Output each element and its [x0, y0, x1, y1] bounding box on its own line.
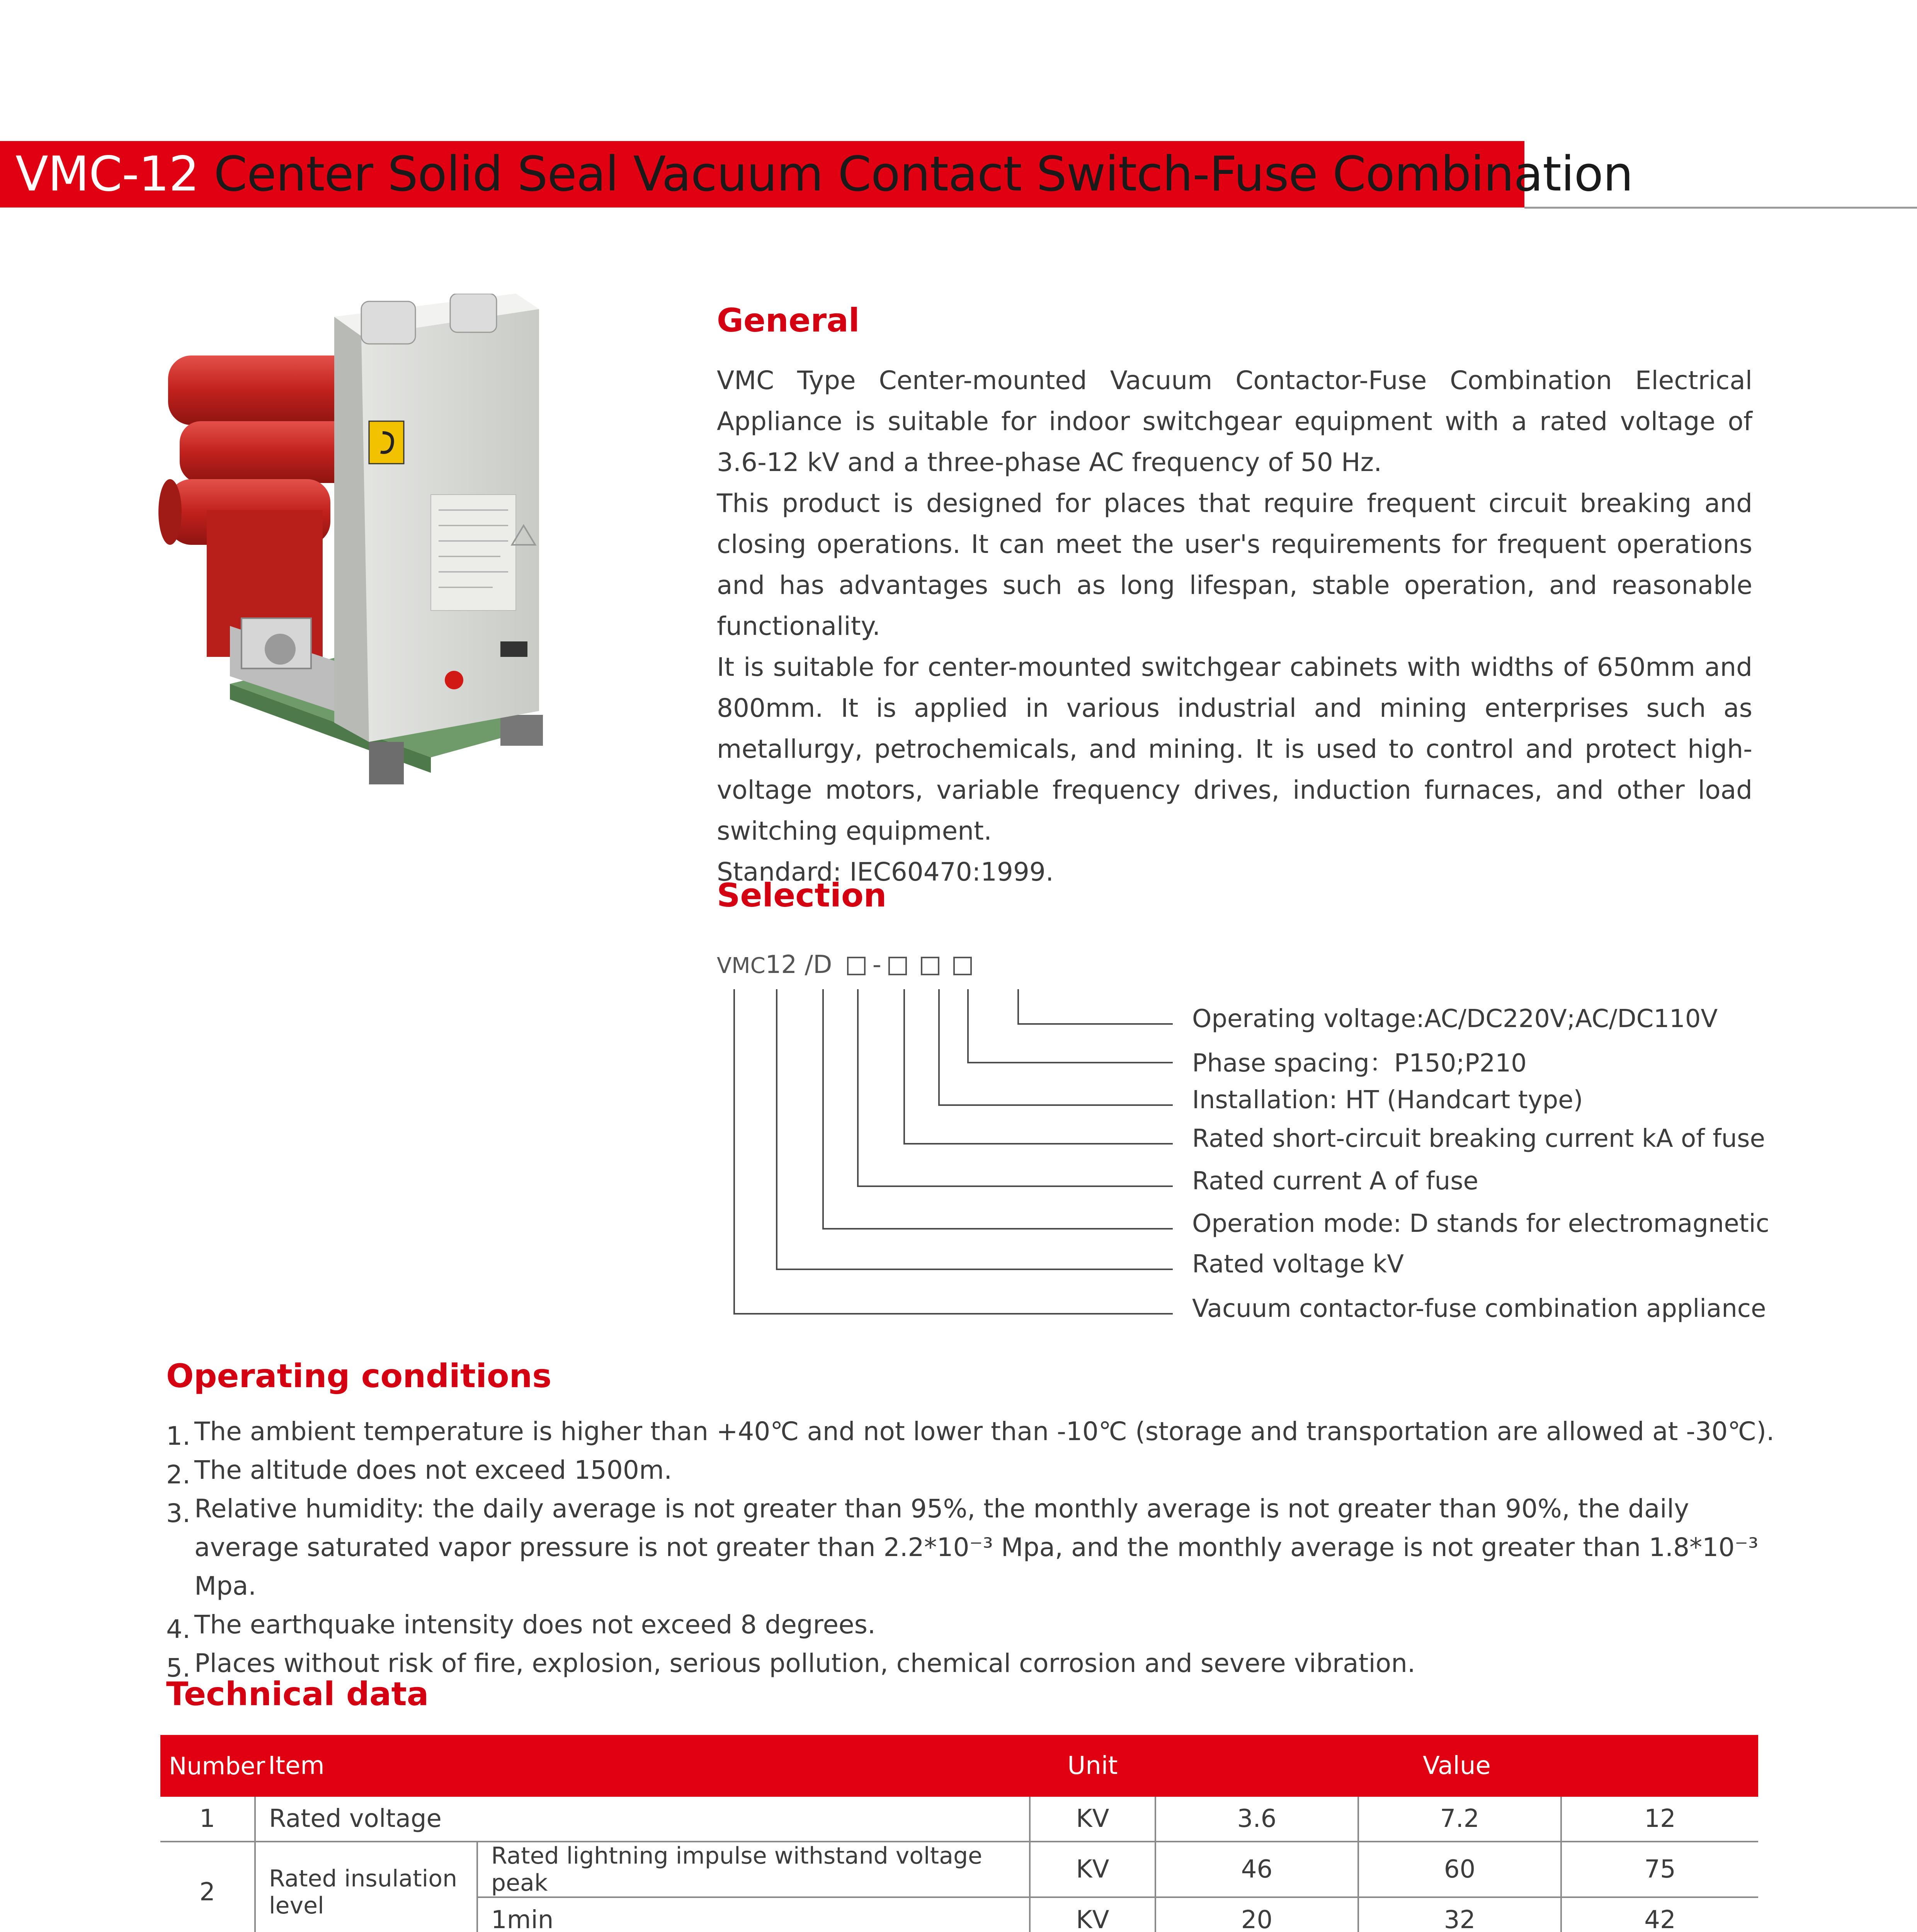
list-text: Relative humidity: the daily average is not greater than 95%, the monthly average is not greater than 90%, the daily average saturated vapor pressure is not greater than 2.2*10⁻³ Mpa, and the monthly average is not greater than 1.8*10⁻³ Mpa. — [194, 1494, 1759, 1601]
operating-conditions-heading: Operating conditions — [166, 1357, 552, 1395]
cell-item: Rated voltage — [255, 1797, 1030, 1842]
title-model: VMC-12 — [15, 146, 199, 202]
list-text: Places without risk of fire, explosion, serious pollution, chemical corrosion and severe vibration. — [194, 1648, 1415, 1678]
title-name: Center Solid Seal Vacuum Contact Switch-Fuse Combination — [214, 146, 1633, 202]
table-row — [160, 1842, 1758, 1897]
list-item — [166, 1451, 1789, 1490]
selection-label: Operating voltage:AC/DC220V;AC/DC110V — [1192, 1005, 1718, 1033]
cell-number: 2 — [160, 1842, 255, 1932]
list-text: The altitude does not exceed 1500m. — [194, 1455, 672, 1485]
selection-label: Phase spacing：P150;P210 — [1192, 1049, 1527, 1078]
list-item — [166, 1412, 1789, 1451]
code-box — [921, 957, 939, 975]
general-heading: General — [717, 301, 860, 339]
general-paragraph: This product is designed for places that require frequent circuit breaking and closing operations. It can meet the user's requirements for frequent operations and has advantages such as long lifespan, stable operation, and reasonable functionality. — [717, 488, 1752, 641]
cell-unit: KV — [1030, 1797, 1155, 1842]
list-text: The ambient temperature is higher than +40℃ and not lower than -10℃ (storage and transportation are allowed at -30℃). — [194, 1417, 1775, 1446]
code-dash: - — [872, 951, 881, 979]
selection-label: Rated voltage kV — [1192, 1250, 1404, 1279]
cell-value: 75 — [1561, 1842, 1758, 1897]
cell-value: 12 — [1561, 1797, 1758, 1842]
selection-label: Vacuum contactor-fuse combination appliance — [1192, 1294, 1766, 1323]
list-number: 5. — [166, 1653, 191, 1683]
code-voltage: 12 — [765, 951, 797, 979]
product-image — [153, 294, 686, 823]
list-number: 2. — [166, 1460, 191, 1490]
code-box — [847, 957, 866, 975]
header-item: Item — [255, 1735, 1030, 1797]
list-number: 3. — [166, 1498, 191, 1528]
table-header-row — [160, 1735, 1758, 1797]
selection-label: Rated current A of fuse — [1192, 1167, 1478, 1196]
cell-value: 42 — [1561, 1897, 1758, 1932]
cell-unit: KV — [1030, 1842, 1155, 1897]
cell-subitem: 1min — [477, 1897, 1030, 1932]
header-value: Value — [1155, 1735, 1758, 1797]
code-box — [888, 957, 907, 975]
cell-item: Rated insulation level — [255, 1842, 477, 1932]
selection-leader-lines — [717, 981, 1192, 1341]
cell-number: 1 — [160, 1797, 255, 1842]
cell-value: 7.2 — [1358, 1797, 1561, 1842]
table-row — [160, 1797, 1758, 1842]
list-number: 4. — [166, 1614, 191, 1644]
code-prefix: VMC — [717, 953, 765, 978]
technical-data-table — [160, 1735, 1758, 1932]
selection-code — [717, 951, 979, 979]
cell-value: 3.6 — [1155, 1797, 1358, 1842]
general-text — [717, 360, 1752, 893]
list-item — [166, 1605, 1789, 1644]
list-text: The earthquake intensity does not exceed 8 degrees. — [194, 1610, 876, 1639]
technical-data-heading: Technical data — [166, 1675, 429, 1713]
header-unit: Unit — [1030, 1735, 1155, 1797]
list-number: 1. — [166, 1421, 191, 1451]
cell-subitem: Rated lightning impulse withstand voltage peak — [477, 1842, 1030, 1897]
cell-value: 32 — [1358, 1897, 1561, 1932]
general-paragraph: It is suitable for center-mounted switchgear cabinets with widths of 650mm and 800mm. It is applied in various industrial and mining enterprises such as metallurgy, petrochemicals, and mining. It is used to control and protect high-voltage motors, variable frequency drives, induction furnaces, and other load switching equipment. — [717, 652, 1752, 846]
selection-heading: Selection — [717, 876, 887, 914]
list-item — [166, 1490, 1789, 1605]
general-paragraph: VMC Type Center-mounted Vacuum Contactor-Fuse Combination Electrical Appliance is suitable for indoor switchgear equipment with a rated voltage of 3.6-12 kV and a three-phase AC frequency of 50 Hz. — [717, 366, 1752, 477]
cell-value: 46 — [1155, 1842, 1358, 1897]
code-box — [953, 957, 972, 975]
cell-value: 60 — [1358, 1842, 1561, 1897]
title-rule — [1524, 207, 1917, 209]
cell-unit: KV — [1030, 1897, 1155, 1932]
cell-value: 20 — [1155, 1897, 1358, 1932]
code-slash: / — [805, 951, 813, 979]
general-standard: Standard: IEC60470:1999. — [717, 857, 1054, 887]
operating-conditions-list — [166, 1412, 1789, 1683]
selection-label: Rated short-circuit breaking current kA of fuse — [1192, 1124, 1765, 1153]
code-mode: D — [813, 951, 832, 979]
selection-label: Operation mode: D stands for electromagnetic — [1192, 1209, 1769, 1238]
selection-label: Installation: HT (Handcart type) — [1192, 1086, 1583, 1114]
header-number: Number — [160, 1735, 255, 1797]
title-banner — [0, 141, 1633, 207]
page-title — [15, 141, 1633, 207]
